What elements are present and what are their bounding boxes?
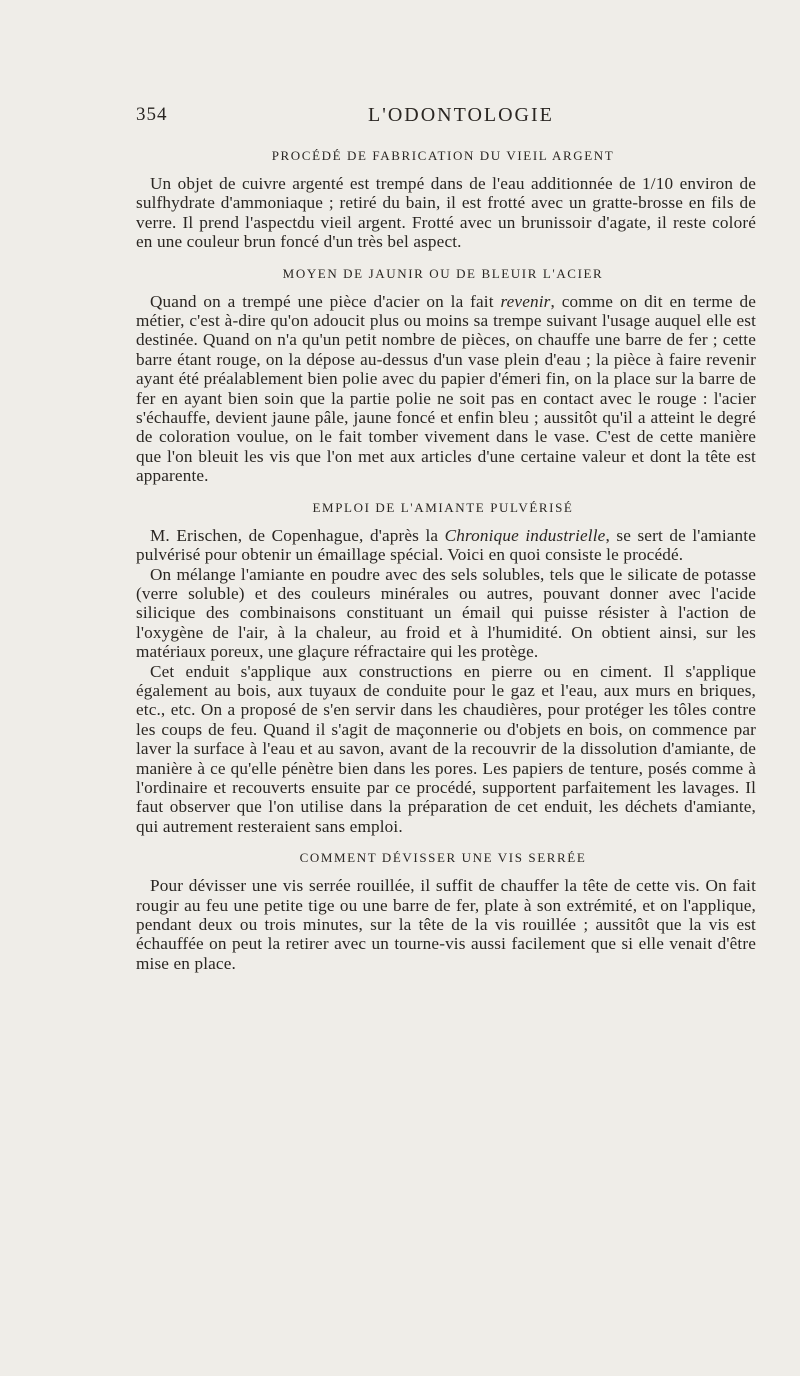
text-run: M. Erischen, de Copenhague, d'après la — [150, 525, 445, 545]
section-title-vieil-argent: PROCÉDÉ DE FABRICATION DU VIEIL ARGENT — [271, 148, 615, 163]
text-run: Quand on a trempé une pièce d'acier on la fait — [150, 291, 501, 311]
page-number: 354 — [136, 104, 168, 125]
italic-term-revenir: revenir — [500, 291, 551, 311]
text-run: , se sert de l'amiante pulvérisé pour obtenir un émaillage spécial. Voici en quoi consiste le procédé. — [136, 525, 756, 565]
section-title-devisser-vis: COMMENT DÉVISSER UNE VIS SERRÉE — [299, 850, 587, 866]
running-title: L'ODONTOLOGIE — [368, 104, 554, 126]
paragraph-vieil-argent: Un objet de cuivre argenté est trempé dans de l'eau additionnée de 1/10 environ de sulfhydrate d'ammoniaque ; retiré du bain, il est frotté avec un gratte-brosse en fils de verre. Il prend l'aspectdu vieil argent. Frotté avec un brunissoir d'agate, il reste coloré en une couleur brun foncé d'un très bel aspect. — [136, 174, 756, 252]
paragraph-jaunir-acier — [136, 292, 756, 486]
section-title-amiante: EMPLOI DE L'AMIANTE PULVÉRISÉ — [312, 499, 574, 515]
paragraph-amiante-intro — [136, 526, 756, 565]
paragraph-amiante-enduit: Cet enduit s'applique aux constructions en pierre ou en ciment. Il s'applique également au bois, aux tuyaux de conduite pour le gaz et l'eau, aux murs en briques, etc., etc. On a proposé de s'en servir dans les chaudières, pour protéger les tôles contre les coups de feu. Quand il s'agit de maçonnerie ou d'objets en bois, on commence par laver la surface à l'eau et au savon, avant de la recouvrir de la dissolution d'amiante, de manière à ce qu'elle pénètre bien dans les pores. Les papiers de tenture, posés comme à l'ordinaire et recouverts ensuite par ce procédé, supportent parfaitement les lavages. Il faut observer que l'on utilise dans la préparation de cet enduit, les déchets d'amiante, qui autrement resteraient sans emploi. — [136, 661, 756, 836]
paragraph-devisser-vis: Pour dévisser une vis serrée rouillée, il suffit de chauffer la tête de cette vis. On fait rougir au feu une petite tige ou une barre de fer, plate à son extrémité, et on l'applique, pendant deux ou trois minutes, sur la tête de la vis rouillée ; aussitôt que la vis est échauffée on peut la retirer avec un tourne-vis aussi facilement que si elle venait d'être mise en place. — [136, 876, 756, 973]
text-run: , comme on dit en terme de métier, c'est à-dire qu'on adoucit plus ou moins sa trempe suivant l'usage auquel elle est destinée. Quand on n'a qu'un petit nombre de pièces, on chauffe une barre de fer ; cette barre étant rouge, on la dépose au-dessus d'un vase plein d'eau ; la pièce à faire revenir ayant été préalablement bien polie avec du papier d'émeri fin, on la place sur la barre de fer en ayant bien soin que la partie polie ne soit pas en contact avec le rouge : l'acier s'échauffe, devient jaune pâle, jaune foncé et enfin bleu ; aussitôt qu'il a atteint le degré de coloration voulue, on le fait tomber vivement dans le vase. C'est de cette manière que l'on bleuit les vis que l'on met aux articles d'une certaine valeur et dont la tête est apparente. — [136, 291, 756, 486]
italic-source-title: Chronique industrielle — [444, 525, 606, 545]
section-title-jaunir-acier: MOYEN DE JAUNIR OU DE BLEUIR L'ACIER — [282, 265, 604, 281]
page-header — [136, 100, 756, 134]
paragraph-amiante-melange: On mélange l'amiante en poudre avec des sels solubles, tels que le silicate de potasse (verre soluble) et des couleurs minérales ou autres, pouvant donner avec l'acide silicique des combinaisons constituant un émail qui puisse résister à l'action de l'oxygène de l'air, à la chaleur, au froid et à l'humidité. On obtient ainsi, sur les matériaux poreux, une glaçure réfractaire qui les protège. — [136, 564, 756, 662]
